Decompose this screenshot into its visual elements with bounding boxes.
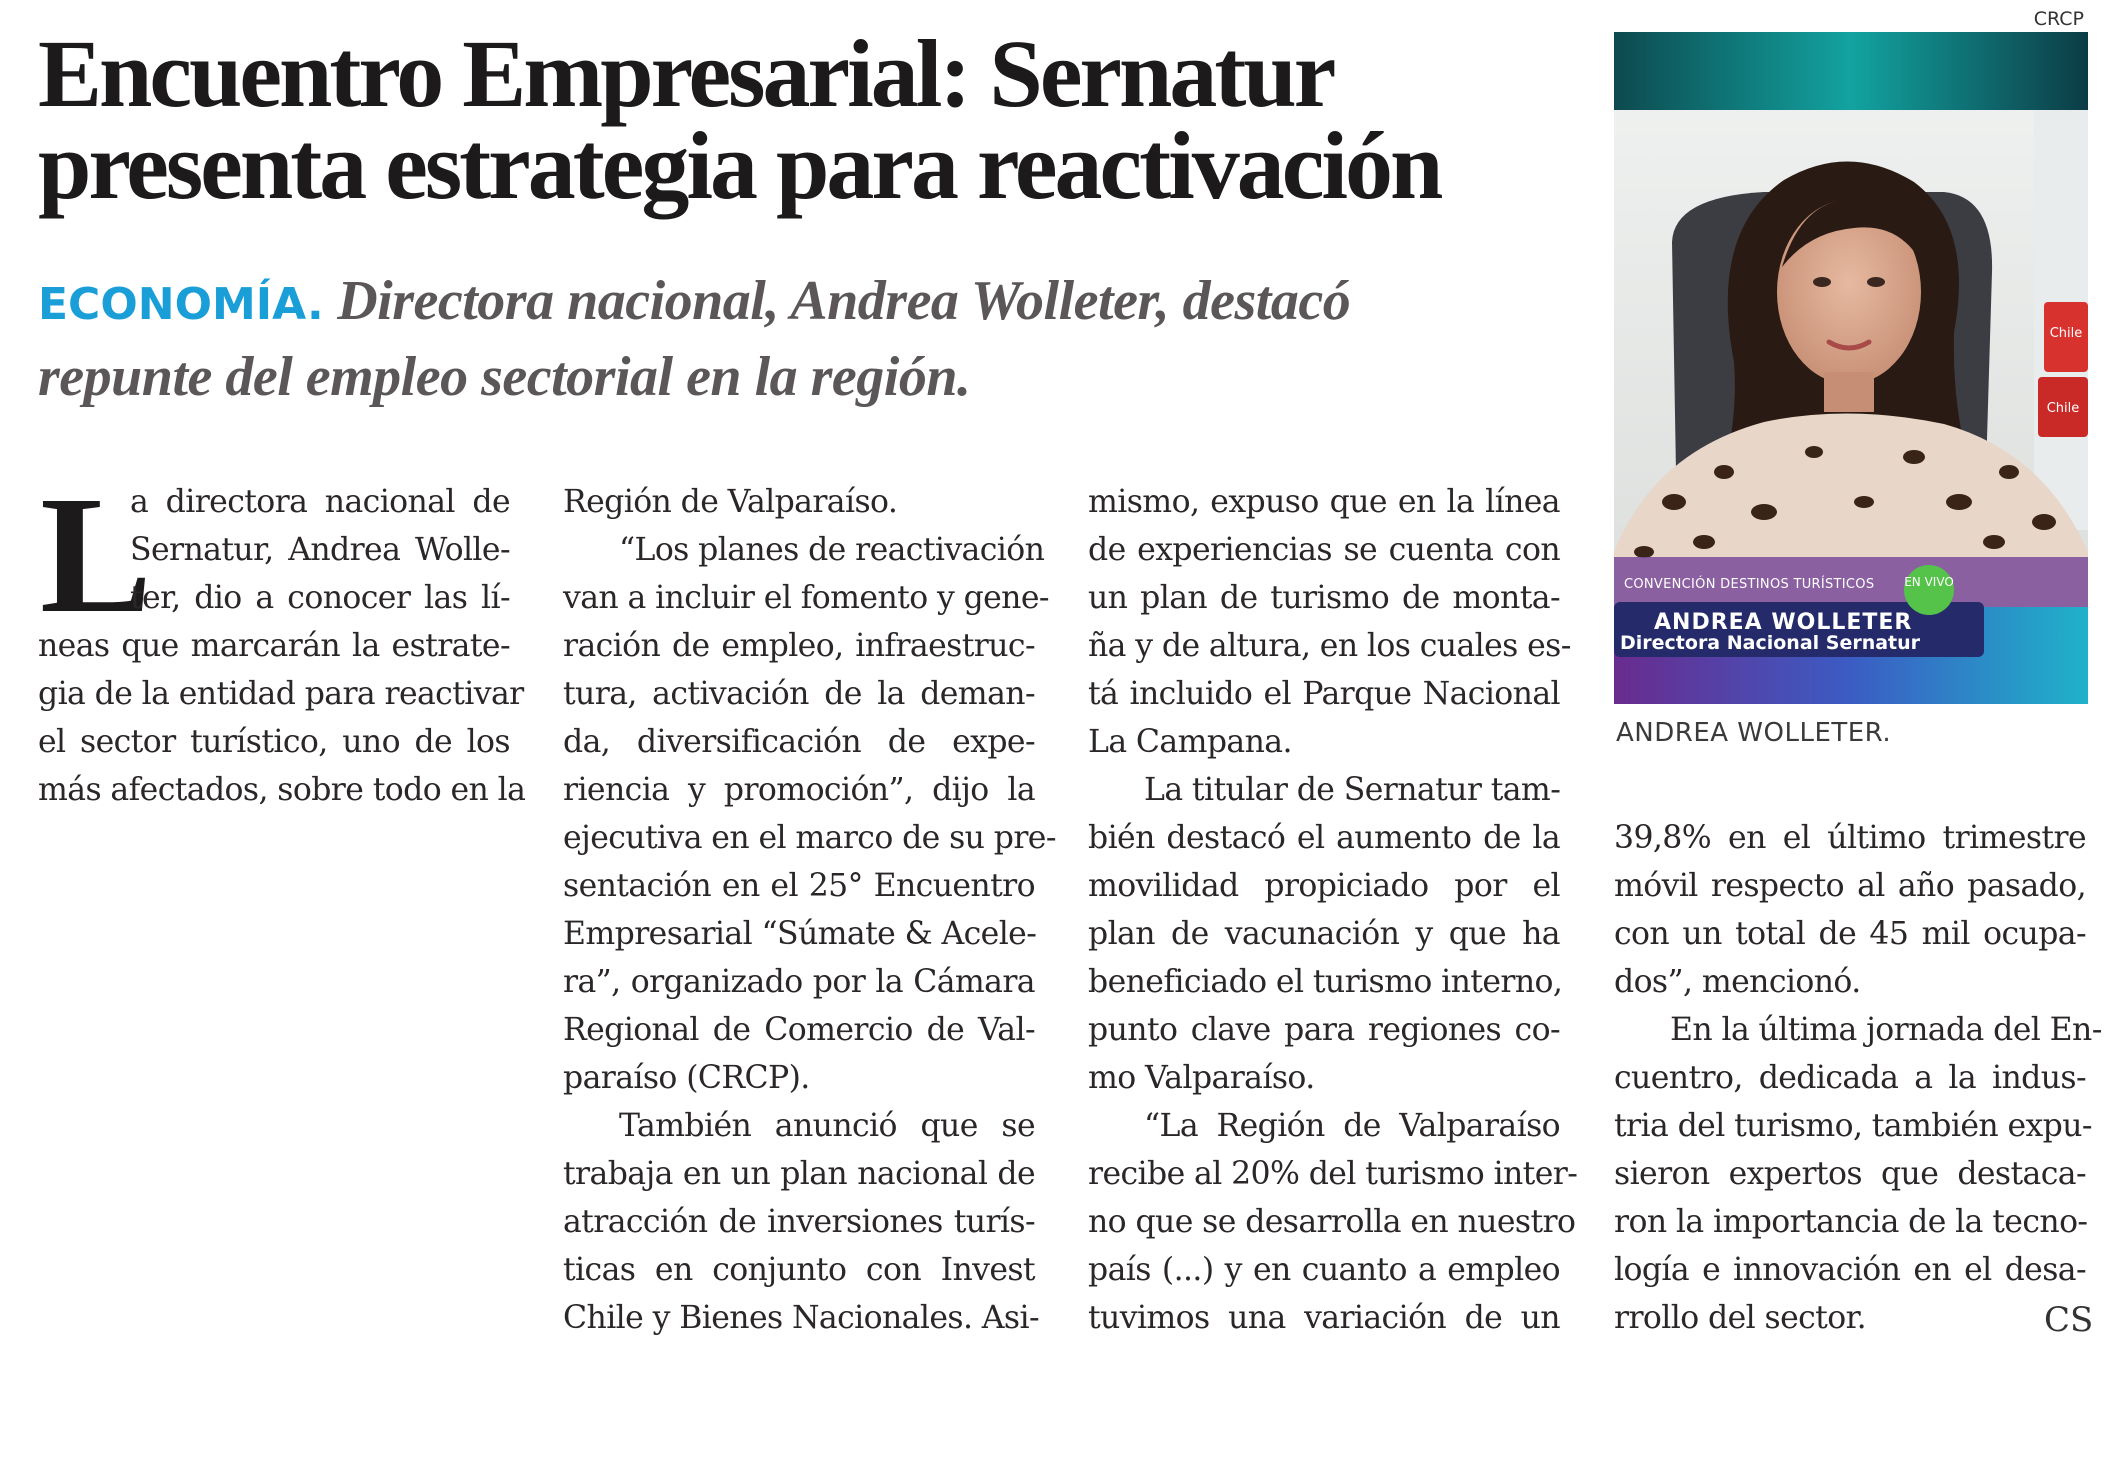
body-line: un plan de turismo de monta- [1088,580,1560,616]
body-line: a directora nacional de [130,484,510,520]
body-line: sieron expertos que destaca- [1614,1156,2086,1192]
body-line: “Los planes de reactivación [619,532,1045,568]
body-line: no que se desarrolla en nuestro [1088,1204,1576,1240]
body-line: En la última jornada del En- [1670,1012,2102,1048]
body-line: tuvimos una variación de un [1088,1300,1560,1336]
lower-third-role: Directora Nacional Sernatur [1620,632,1921,654]
body-line: punto clave para regiones co- [1088,1012,1560,1048]
article-column-4 [1614,814,2102,1342]
body-line: 39,8% en el último trimestre [1614,820,2086,856]
flag-text-1: Chile [2049,326,2083,341]
body-line: Región de Valparaíso. [563,484,898,520]
body-line: movilidad propiciado por el [1088,868,1560,904]
body-line: tá incluido el Parque Nacional [1088,676,1560,712]
body-line: ter, dio a conocer las lí- [130,580,510,616]
section-kicker: ECONOMÍA. [38,279,324,330]
deck-subtitle [38,265,1578,413]
body-line: plan de vacunación y que ha [1088,916,1560,952]
body-line: beneficiado el turismo interno, [1088,964,1563,1000]
body-line: con un total de 45 mil ocupa- [1614,916,2086,952]
body-line: ra”, organizado por la Cámara [563,964,1035,1000]
live-badge: EN VIVO [1904,565,1954,615]
body-line: ron la importancia de la tecno- [1614,1204,2088,1240]
headline [38,20,1598,219]
body-line: cuentro, dedicada a la indus- [1614,1060,2086,1096]
body-line: riencia y promoción”, dijo la [563,772,1035,808]
deck-text-2: repunte del empleo sectorial en la región. [38,346,971,408]
source-tag: CRCP [2033,8,2084,30]
lower-third-tag: CONVENCIÓN DESTINOS TURÍSTICOS [1624,577,1875,592]
body-line: “La Región de Valparaíso [1144,1108,1560,1144]
video-still-illustration [1614,32,2088,704]
body-line: el sector turístico, uno de los [38,724,510,760]
body-line: logía e innovación en el desa- [1614,1252,2086,1288]
body-line: trabaja en un plan nacional de [563,1156,1035,1192]
body-line: móvil respecto al año pasado, [1614,868,2086,904]
body-line: ración de empleo, infraestruc- [563,628,1035,664]
body-line: ticas en conjunto con Invest [563,1252,1035,1288]
article-column-3 [1088,478,1578,1342]
body-line: paraíso (CRCP). [563,1060,810,1096]
headline-line-1: Encuentro Empresarial: Sernatur [38,20,1334,127]
broadcast-top-bar [1614,32,2088,110]
body-line: rrollo del sector. [1614,1300,1866,1336]
body-line: ña y de altura, en los cuales es- [1088,628,1571,664]
lower-third-name: ANDREA WOLLETER [1654,610,1913,635]
body-line: más afectados, sobre todo en la [38,772,526,808]
body-line: Chile y Bienes Nacionales. Asi- [563,1300,1040,1336]
body-line: atracción de inversiones turís- [563,1204,1035,1240]
body-line: mo Valparaíso. [1088,1060,1315,1096]
body-line: da, diversificación de expe- [563,724,1035,760]
body-line: recibe al 20% del turismo inter- [1088,1156,1578,1192]
body-line: tria del turismo, también expu- [1614,1108,2092,1144]
flag-text-2: Chile [2046,401,2080,416]
deck-text-1: Directora nacional, Andrea Wolleter, destacó [323,270,1351,332]
headline-line-2: presenta estrategia para reactivación [38,112,1441,219]
body-line: También anunció que se [619,1108,1035,1144]
photo-caption: ANDREA WOLLETER. [1616,718,1892,748]
body-line: dos”, mencionó. [1614,964,1861,1000]
body-line: ejecutiva en el marco de su pre- [563,820,1056,856]
article-column-2 [563,478,1056,1342]
body-line: La titular de Sernatur tam- [1144,772,1561,808]
body-line: Empresarial “Súmate & Acele- [563,916,1037,952]
body-line: neas que marcarán la estrate- [38,628,510,664]
end-mark: CS [2044,1300,2094,1340]
body-line: Regional de Comercio de Val- [563,1012,1035,1048]
body-line: sentación en el 25° Encuentro [563,868,1035,904]
body-line: La Campana. [1088,724,1292,760]
article-column-1 [38,462,526,814]
body-line: país (...) y en cuanto a empleo [1088,1252,1560,1288]
body-line: tura, activación de la deman- [563,676,1035,712]
body-line: bién destacó el aumento de la [1088,820,1560,856]
news-photo [1614,32,2088,704]
drop-cap: L [40,462,153,648]
body-line: van a incluir el fomento y gene- [563,580,1049,616]
body-line: mismo, expuso que en la línea [1088,484,1560,520]
body-line: gia de la entidad para reactivar [38,676,524,712]
body-line: Sernatur, Andrea Wolle- [130,532,510,568]
body-line: de experiencias se cuenta con [1088,532,1560,568]
